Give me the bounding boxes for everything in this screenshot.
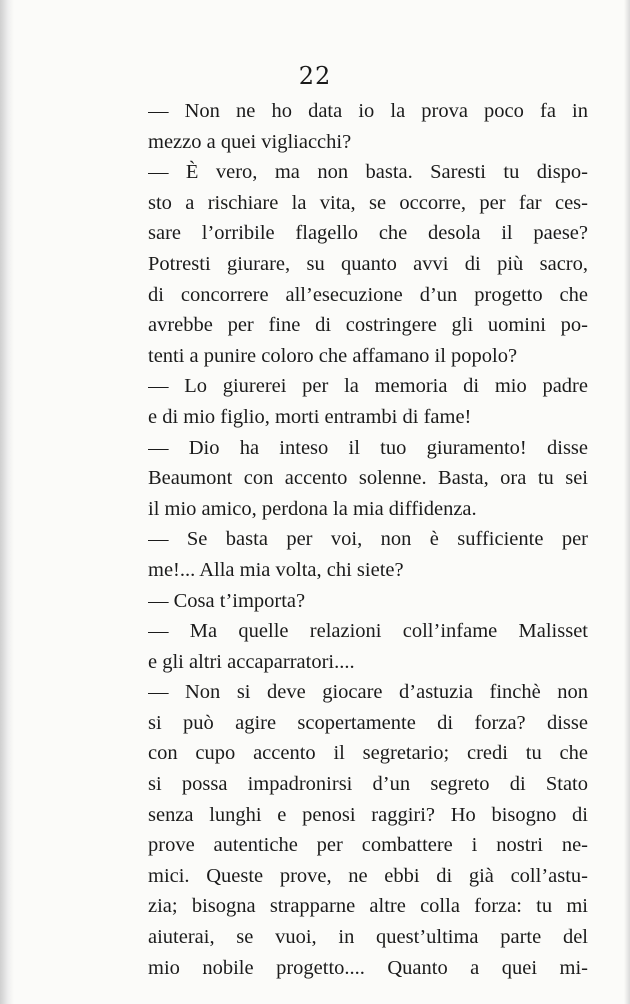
text-line: me!... Alla mia volta, chi siete? xyxy=(148,558,404,581)
text-line: e gli altri accaparratori.... xyxy=(148,650,355,673)
text-line: aiuterai, se vuoi, in quest’ultima parte del xyxy=(148,926,588,949)
text-line: — Cosa t’importa? xyxy=(148,589,306,612)
page-number: 22 xyxy=(298,62,332,90)
binding-shadow xyxy=(0,0,14,1004)
text-line: — È vero, ma non basta. Saresti tu dispo- xyxy=(148,161,588,184)
text-line: e di mio figlio, morti entrambi di fame! xyxy=(148,405,472,428)
text-line: Beaumont con accento solenne. Basta, ora tu sei xyxy=(148,467,588,490)
text-line: — Dio ha inteso il tuo giuramento! disse xyxy=(148,436,588,459)
text-line: il mio amico, perdona la mia diffidenza. xyxy=(148,497,477,520)
body-text xyxy=(148,96,588,983)
text-line: sto a rischiare la vita, se occorre, per far ces- xyxy=(148,191,588,214)
text-line: tenti a punire coloro che affamano il popolo? xyxy=(148,344,518,367)
text-line: — Non ne ho data io la prova poco fa in xyxy=(148,100,588,122)
text-line: — Non si deve giocare d’astuzia finchè non xyxy=(148,681,588,704)
text-line: avrebbe per fine di costringere gli uomini po- xyxy=(148,314,588,337)
text-line: — Se basta per voi, non è sufficiente per xyxy=(148,528,588,551)
text-line: — Lo giurerei per la memoria di mio padre xyxy=(148,375,588,398)
text-line: mezzo a quei vigliacchi? xyxy=(148,130,352,153)
text-line: zia; bisogna strapparne altre colla forza: tu mi xyxy=(148,895,588,918)
text-line: si possa impadronirsi d’un segreto di Stato xyxy=(148,773,588,796)
text-line: si può agire scopertamente di forza? disse xyxy=(148,711,588,734)
text-line: senza lunghi e penosi raggiri? Ho bisogno di xyxy=(148,803,588,826)
text-line: prove autentiche per combattere i nostri ne- xyxy=(148,834,588,857)
text-line: mici. Queste prove, ne ebbi di già coll’astu- xyxy=(148,864,588,887)
text-line: sare l’orribile flagello che desola il paese? xyxy=(148,222,588,245)
text-line: mio nobile progetto.... Quanto a quei mi- xyxy=(148,956,588,979)
text-line: di concorrere all’esecuzione d’un progetto che xyxy=(148,283,588,306)
text-line: Potresti giurare, su quanto avvi di più sacro, xyxy=(148,252,588,275)
text-line: con cupo accento il segretario; credi tu che xyxy=(148,742,588,765)
text-line: — Ma quelle relazioni coll’infame Malisset xyxy=(148,620,588,643)
page-edge-shadow xyxy=(624,0,630,1004)
